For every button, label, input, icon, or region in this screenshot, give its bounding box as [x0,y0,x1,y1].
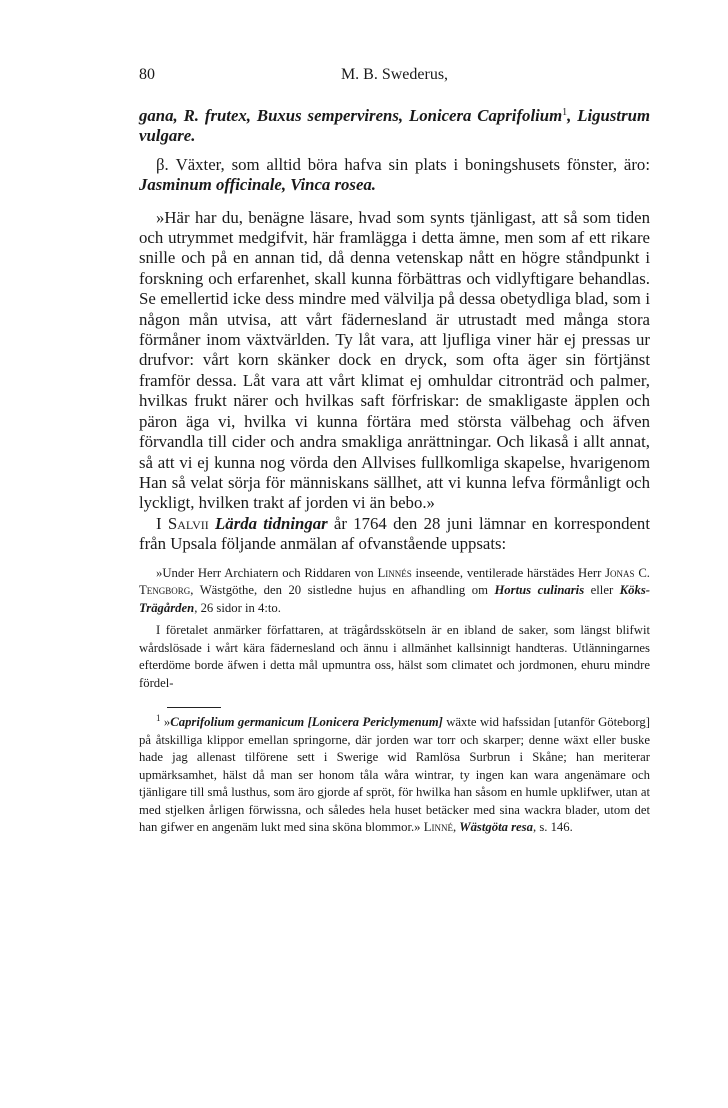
jonas-name: Jonas [605,565,635,580]
window-plants-paragraph [139,155,650,196]
page-header [139,66,650,96]
footnote-page: , s. 146. [532,820,573,835]
salvius-rest: år 1764 den 28 juni lämnar en korrespondent från Upsala följande anmälan af ofvanstående uppsats: [139,513,650,554]
announcement-part-6: , 26 sidor in 4:to. [194,600,281,615]
footnote-divider [167,707,221,708]
footnote-mark: 1 [156,713,161,724]
footnote-source: Wästgöta resa [459,820,533,835]
linnaeus-quote-paragraph: »Här har du, benägne läsare, hvad som synts tjänligast, att så som tiden och utrymmet medgifvit, här framlägga i detta ämne, men som af ett rikare snille och på en annan tid, då denna vetenskap nått en högre ståndpunkt i forskning och erfarenhet, skall kunna förbättras och vidlyftigare behandlas. Se emellertid icke dess mindre med välvilja på dessa obetydliga blad, som i någon mån utvisa, att vårt fädernesland är utrustadt med många stora förmåner inom växtvärlden. Ty låt vara, att ljufliga viner här ej pressas ur drufvor: vårt korn skänker dock en dryck, som ofta äger sin förtjänst framför dessa. Låt vara att vårt klimat ej omhuldar citronträd och palmer, hvilkas frukt närer och hvilkas saft förfriskar: de smakligaste äpplen och päron äga vi, hvilka vi kunna förtära med största välbehag och äfven förvandla till cider och andra smakliga anrättningar. Och likaså i allt annat, så att vi ej kunna nog vörda den Allvises fullkomliga skapelse, hvarigenom Han så velat sörja för människans sällhet, att vi kunna lefva förmånligt och lyckligt, hvilken trakt af jorden vi än bebo.» [139,207,650,513]
hortus-title: Hortus culinaris [494,583,585,598]
preface-paragraph: I företalet anmärker författaren, at trägårdsskötseln är en ibland de saker, som längst blifwit wårdslösade i wårt kära fädernesland och ännu i allmänhet kallsinnigt handteras. Utlänningarnes efterdöme borde äfwen i detta mål upmuntra oss, hälst som climatet och jordmonen, ehuru mindre fördel- [139,623,650,690]
window-plants-species: Jasminum officinale, Vinca rosea. [139,175,376,195]
running-title: M. B. Swederus, [340,66,449,83]
window-plants-intro: β. Växter, som alltid böra hafva sin plats i boningshusets fönster, äro: [156,154,650,174]
species-list-end: , Ligustrum vulgare. [139,106,650,146]
footnote-author: Linné [423,820,453,835]
footnote-reference: 1 [562,107,568,118]
announcement-part-2: inseende, ventilerade härstädes Herr [411,565,606,580]
announcement-part-1: »Under Herr Archiatern och Riddaren von [156,565,378,580]
salvius-paragraph [139,514,650,555]
announcement-part-4: , Wästgöthe, den 20 sistledne hujus en afhandling om [190,583,495,598]
koks-title: Köks-Trägården [139,583,650,615]
salvius-intro: I [156,513,168,533]
salvius-name: Salvii [167,513,209,533]
footnote-species: Caprifolium germanicum [Lonicera Periclymenum] [170,715,443,730]
species-list: gana, R. frutex, Buxus sempervirens, Lonicera Caprifolium [139,106,563,125]
announcement-part-5: eller [584,583,620,598]
book-page [139,66,650,837]
footnote-open: » [160,715,171,730]
journal-title: Lärda tidningar [215,513,328,533]
footnote-body: wäxte wid hafssidan [utanför Göteborg] på åtskilliga klippor emellan springorne, där jorden war torr och skarper; denne wäxt eller buske hade jag allenast tilförene sett i Swerige wid Ramlösa Surbrun i Skåne; han meriterar upmärksamhet, hälst då man ser honom tåla wåra wintrar, ty ingen kan wara angenämare och tjänligare till små lusthus, som äro gjorde af spröt, för hwilka han såsom en humle upklifwer, utan at med stjelken årligen förwissna, och således hela huset betäcker med sina wackra blader, utom det han gifwer en angenäm lukt med sina sköna blommor.» [139,715,650,835]
page-number: 80 [139,66,155,83]
announcement-part-3: C. [634,565,650,580]
footnote [139,714,650,837]
announcement-paragraph [139,565,650,618]
continuation-paragraph [139,106,650,147]
footnote-sep: , [452,820,460,835]
linnes-name: Linnés [377,565,412,580]
tengborg-name: Tengborg [139,583,191,598]
